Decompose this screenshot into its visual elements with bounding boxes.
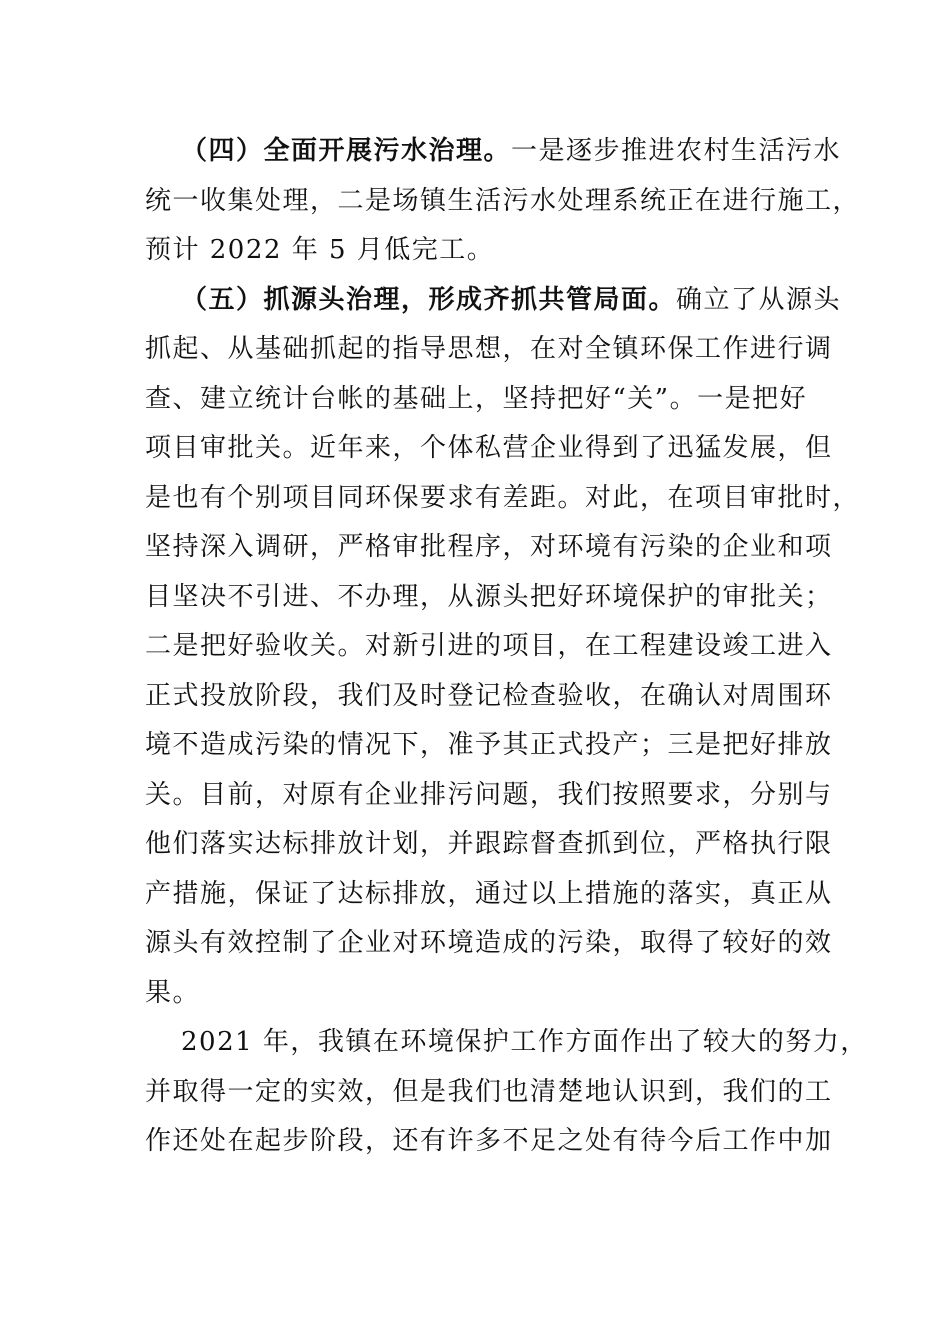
- paragraph-five-line-6: 坚持深入调研，严格审批程序，对环境有污染的企业和项: [145, 532, 833, 562]
- paragraph-four-text: 一是逐步推进农村生活污水: [511, 136, 842, 166]
- document-body: [145, 127, 868, 1167]
- summary-paragraph: [145, 1018, 868, 1167]
- paragraph-five-line-5: 是也有个别项目同环保要求有差距。对此，在项目审批时，: [145, 482, 861, 513]
- paragraph-five: [145, 276, 861, 1019]
- paragraph-five-line-10: 境不造成污染的情况下，准予其正式投产；三是把好排放: [145, 730, 833, 760]
- summary-line-3: 作还处在起步阶段，还有许多不足之处有待今后工作中加: [145, 1126, 833, 1156]
- paragraph-five-heading: （五）抓源头治理，形成齐抓共管局面。: [181, 284, 677, 315]
- paragraph-five-line-11: 关。目前，对原有企业排污问题，我们按照要求，分别与: [145, 779, 833, 810]
- paragraph-five-line-9: 正式投放阶段，我们及时登记检查验收，在确认对周围环: [145, 680, 833, 711]
- paragraph-five-line-12: 他们落实达标排放计划，并跟踪督查抓到位，严格执行限: [145, 829, 833, 859]
- paragraph-five-line-15: 果。: [145, 977, 201, 1008]
- paragraph-five-line-2: 抓起、从基础抓起的指导思想，在对全镇环保工作进行调: [145, 334, 833, 364]
- paragraph-five-line-3: 查、建立统计台帐的基础上，坚持把好“关”。一是把好: [145, 383, 808, 414]
- paragraph-five-line-13: 产措施，保证了达标排放，通过以上措施的落实，真正从: [145, 878, 833, 909]
- paragraph-five-line-4: 项目审批关。近年来，个体私营企业得到了迅猛发展，但: [145, 433, 833, 463]
- summary-line-1: 2021 年，我镇在环境保护工作方面作出了较大的努力，: [181, 1027, 868, 1057]
- paragraph-five-line-8: 二是把好验收关。对新引进的项目，在工程建设竣工进入: [145, 631, 833, 661]
- paragraph-four-line-1: [145, 127, 842, 177]
- paragraph-four-line-2: 统一收集处理，二是场镇生活污水处理系统正在进行施工，: [145, 185, 861, 216]
- paragraph-five-line-7: 目坚决不引进、不办理，从源头把好环境保护的审批关；: [145, 581, 833, 612]
- paragraph-five-line-14: 源头有效控制了企业对环境造成的污染，取得了较好的效: [145, 928, 833, 958]
- paragraph-four: [145, 127, 861, 276]
- paragraph-four-heading: （四）全面开展污水治理。: [181, 136, 512, 166]
- paragraph-five-text: 确立了从源头: [676, 284, 842, 315]
- paragraph-four-line-3: 预计 2022 年 5 月低完工。: [145, 235, 495, 265]
- summary-line-2: 并取得一定的实效，但是我们也清楚地认识到，我们的工: [145, 1076, 833, 1107]
- paragraph-five-line-1: [145, 276, 842, 326]
